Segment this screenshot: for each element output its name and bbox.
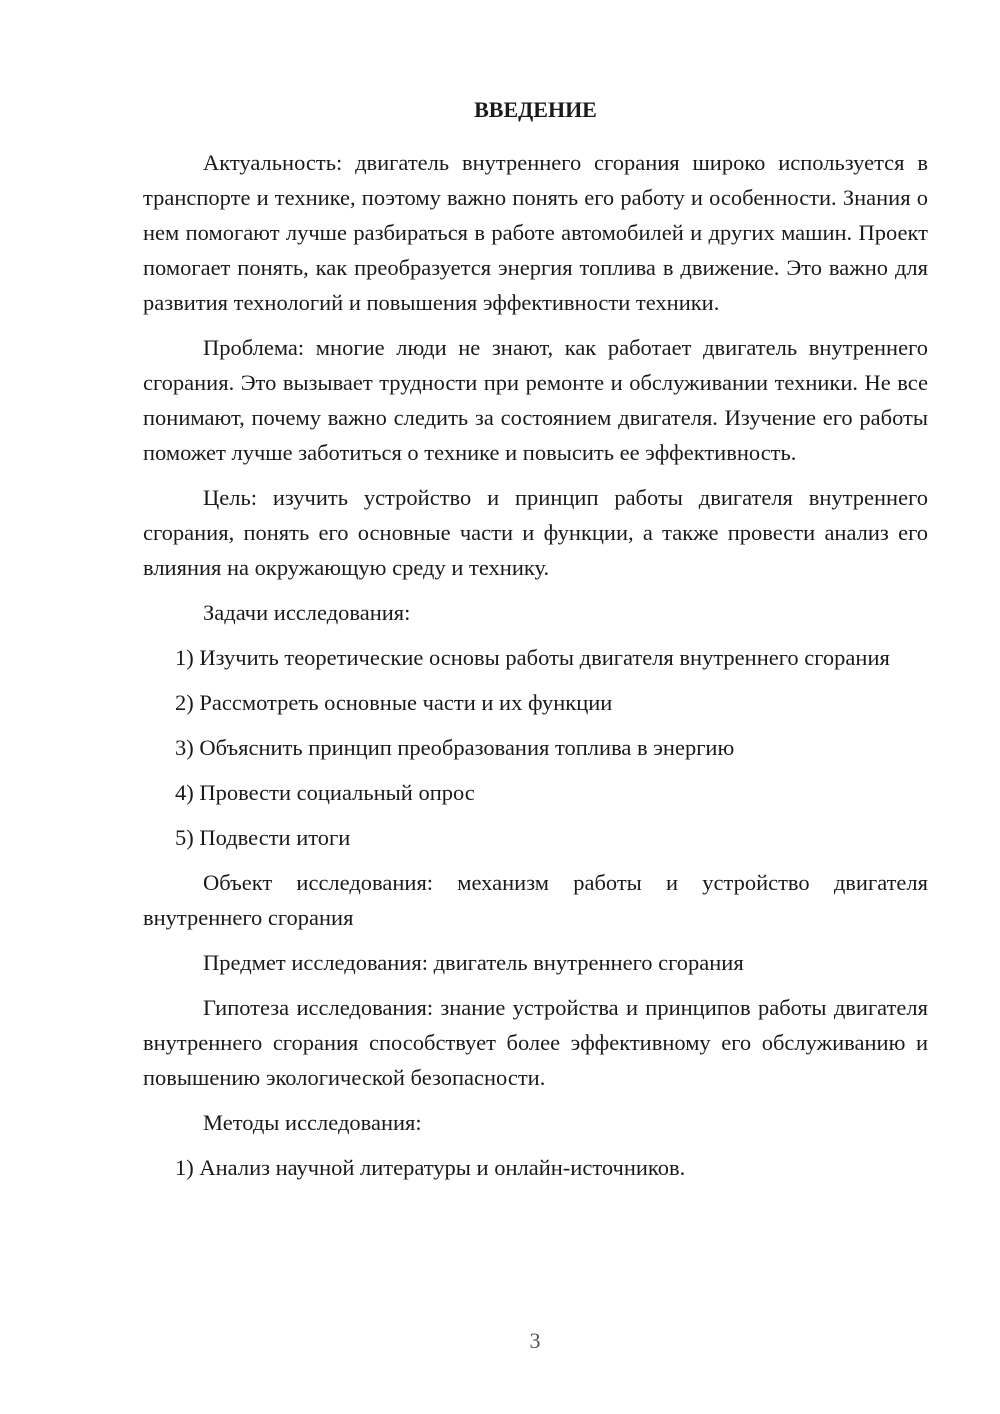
task-item: 2) Рассмотреть основные части и их функции: [175, 690, 613, 715]
object-paragraph: Объект исследования: механизм работы и устройство двигателя внутреннего сгорания: [143, 870, 928, 930]
page-number: 3: [529, 1328, 541, 1353]
task-item: 3) Объяснить принцип преобразования топлива в энергию: [175, 735, 735, 760]
relevance-paragraph: Актуальность: двигатель внутреннего сгорания широко используется в транспорте и технике, поэтому важно понять его работу и особенности. Знания о нем помогают лучше разбираться в работе автомобилей и других машин. Проект помогает понять, как преобразуется энергия топлива в движение. Это важно для развития технологий и повышения эффективности техники.: [143, 150, 928, 315]
page-content: [143, 95, 928, 1195]
goal-paragraph: Цель: изучить устройство и принцип работы двигателя внутреннего сгорания, понять его основные части и функции, а также провести анализ его влияния на окружающую среду и технику.: [143, 485, 928, 580]
page-title: ВВЕДЕНИЕ: [474, 97, 597, 122]
task-item: 4) Провести социальный опрос: [175, 780, 475, 805]
problem-paragraph: Проблема: многие люди не знают, как работает двигатель внутреннего сгорания. Это вызывает трудности при ремонте и обслуживании техники. Не все понимают, почему важно следить за состоянием двигателя. Изучение его работы поможет лучше заботиться о технике и повысить ее эффективность.: [143, 335, 928, 465]
hypothesis-paragraph: Гипотеза исследования: знание устройства и принципов работы двигателя внутреннего сгорания способствует более эффективному его обслуживанию и повышению экологической безопасности.: [143, 995, 928, 1090]
task-item: 5) Подвести итоги: [175, 825, 351, 850]
task-item: 1) Изучить теоретические основы работы двигателя внутреннего сгорания: [175, 645, 890, 670]
tasks-heading: Задачи исследования:: [203, 600, 411, 625]
subject-paragraph: Предмет исследования: двигатель внутреннего сгорания: [203, 950, 744, 975]
methods-heading: Методы исследования:: [203, 1110, 422, 1135]
method-item: 1) Анализ научной литературы и онлайн-источников.: [175, 1155, 686, 1180]
